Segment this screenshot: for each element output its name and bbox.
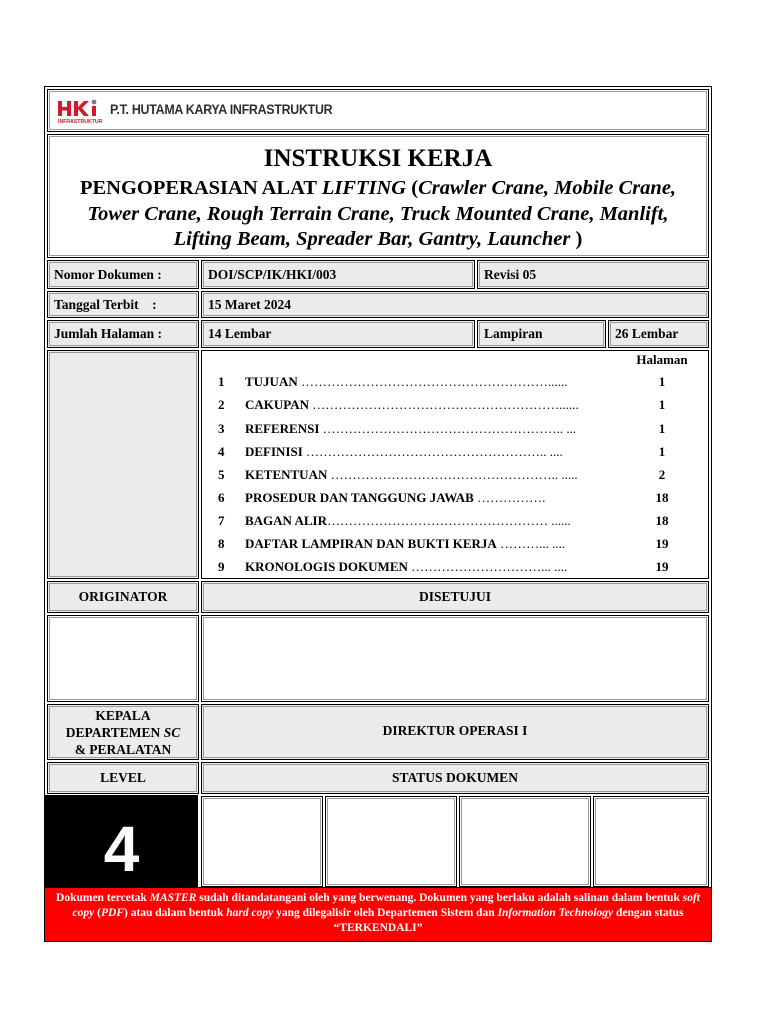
tanggal-terbit-value: 15 Maret 2024: [208, 297, 291, 312]
toc-item[interactable]: 5 KETENTUAN …………………………………………….. ..... 2: [218, 467, 666, 482]
table-of-contents: [201, 350, 709, 579]
jumlah-halaman-label: Jumlah Halaman :: [54, 326, 163, 341]
document-control-notice: Dokumen tercetak MASTER sudah ditandatangani oleh yang berwenang. Dokumen yang berlaku adalah salinan dalam bentuk soft copy (PDF) atau dalam bentuk hard copy yang dilegalisir oleh Departemen Sistem dan Information Technology dengan status “TERKENDALI”: [45, 887, 711, 941]
approver-role-cell: [201, 704, 709, 760]
status-dokumen-label: STATUS DOKUMEN: [392, 770, 518, 785]
tanggal-terbit-label-cell: [47, 291, 199, 318]
lampiran-label: Lampiran: [484, 326, 543, 341]
approver-signature-area: [201, 615, 709, 702]
document-cover-sheet: [44, 86, 712, 942]
originator-header-cell: [47, 581, 199, 613]
originator-label: ORIGINATOR: [78, 589, 168, 604]
lampiran-value: 26 Lembar: [615, 326, 679, 341]
jumlah-halaman-value: 14 Lembar: [208, 326, 272, 341]
toc-item[interactable]: 1 TUJUAN …………………………………………………...... 1: [218, 374, 666, 389]
nomor-dokumen-label-cell: [47, 260, 199, 289]
level-number: 4: [45, 795, 198, 887]
company-name: P.T. HUTAMA KARYA INFRASTRUKTUR: [110, 102, 333, 117]
lampiran-label-cell: [477, 320, 606, 348]
toc-left-blank-cell: [47, 350, 199, 579]
status-box: [325, 796, 457, 887]
toc-item[interactable]: 2 CAKUPAN …………………………………………………...... 1: [218, 397, 666, 412]
originator-role-cell: [47, 704, 199, 760]
title-cell: [47, 134, 709, 258]
level-label: LEVEL: [100, 770, 146, 785]
toc-page-header: Halaman: [636, 352, 688, 367]
status-box: [459, 796, 591, 887]
nomor-dokumen-label: Nomor Dokumen :: [54, 267, 162, 282]
originator-role: KEPALA DEPARTEMEN SC & PERALATAN: [65, 708, 181, 757]
originator-signature-area: [47, 615, 199, 702]
revisi-value: Revisi 05: [484, 267, 537, 282]
nomor-dokumen-value: DOI/SCP/IK/HKI/003: [208, 267, 337, 282]
level-header-cell: [47, 762, 199, 794]
disetujui-label: DISETUJUI: [418, 589, 492, 604]
document-title: INSTRUKSI KERJA: [263, 145, 493, 172]
toc-item[interactable]: 3 REFERENSI ……………………………………………….. ... 1: [218, 421, 666, 436]
toc-item[interactable]: 4 DEFINISI ……………………………………………….. .... 1: [218, 444, 666, 459]
nomor-dokumen-value-cell: [201, 260, 475, 289]
status-box: [201, 796, 323, 887]
document-subtitle: PENGOPERASIAN ALAT LIFTING (Crawler Crane, Mobile Crane, Tower Crane, Rough Terrain Crane, Truck Mounted Crane, Manlift, Lifting Beam, Spreader Bar, Gantry, Launcher ): [79, 177, 677, 250]
jumlah-halaman-label-cell: [47, 320, 199, 348]
revisi-cell: [477, 260, 709, 289]
svg-text:INFRASTRUKTUR: INFRASTRUKTUR: [58, 119, 103, 124]
toc-item[interactable]: 7 BAGAN ALIR…………………………………………… ...... 18: [218, 513, 669, 528]
status-box: [593, 796, 709, 887]
disetujui-header-cell: [201, 581, 709, 613]
status-header-cell: [201, 762, 709, 794]
tanggal-terbit-label: Tanggal Terbit :: [54, 297, 157, 312]
approver-role: DIREKTUR OPERASI I: [382, 723, 528, 738]
hki-logo-icon: [58, 98, 108, 124]
lampiran-value-cell: [608, 320, 709, 348]
toc-item[interactable]: 9 KRONOLOGIS DOKUMEN …………………………... .... 19: [218, 559, 669, 574]
toc-item[interactable]: 6 PROSEDUR DAN TANGGUNG JAWAB ……………. 18: [218, 490, 669, 505]
header-logo-cell: [47, 89, 709, 132]
jumlah-halaman-value-cell: [201, 320, 475, 348]
toc-item[interactable]: 8 DAFTAR LAMPIRAN DAN BUKTI KERJA ………... .... 19: [218, 536, 669, 551]
tanggal-terbit-value-cell: [201, 291, 709, 318]
